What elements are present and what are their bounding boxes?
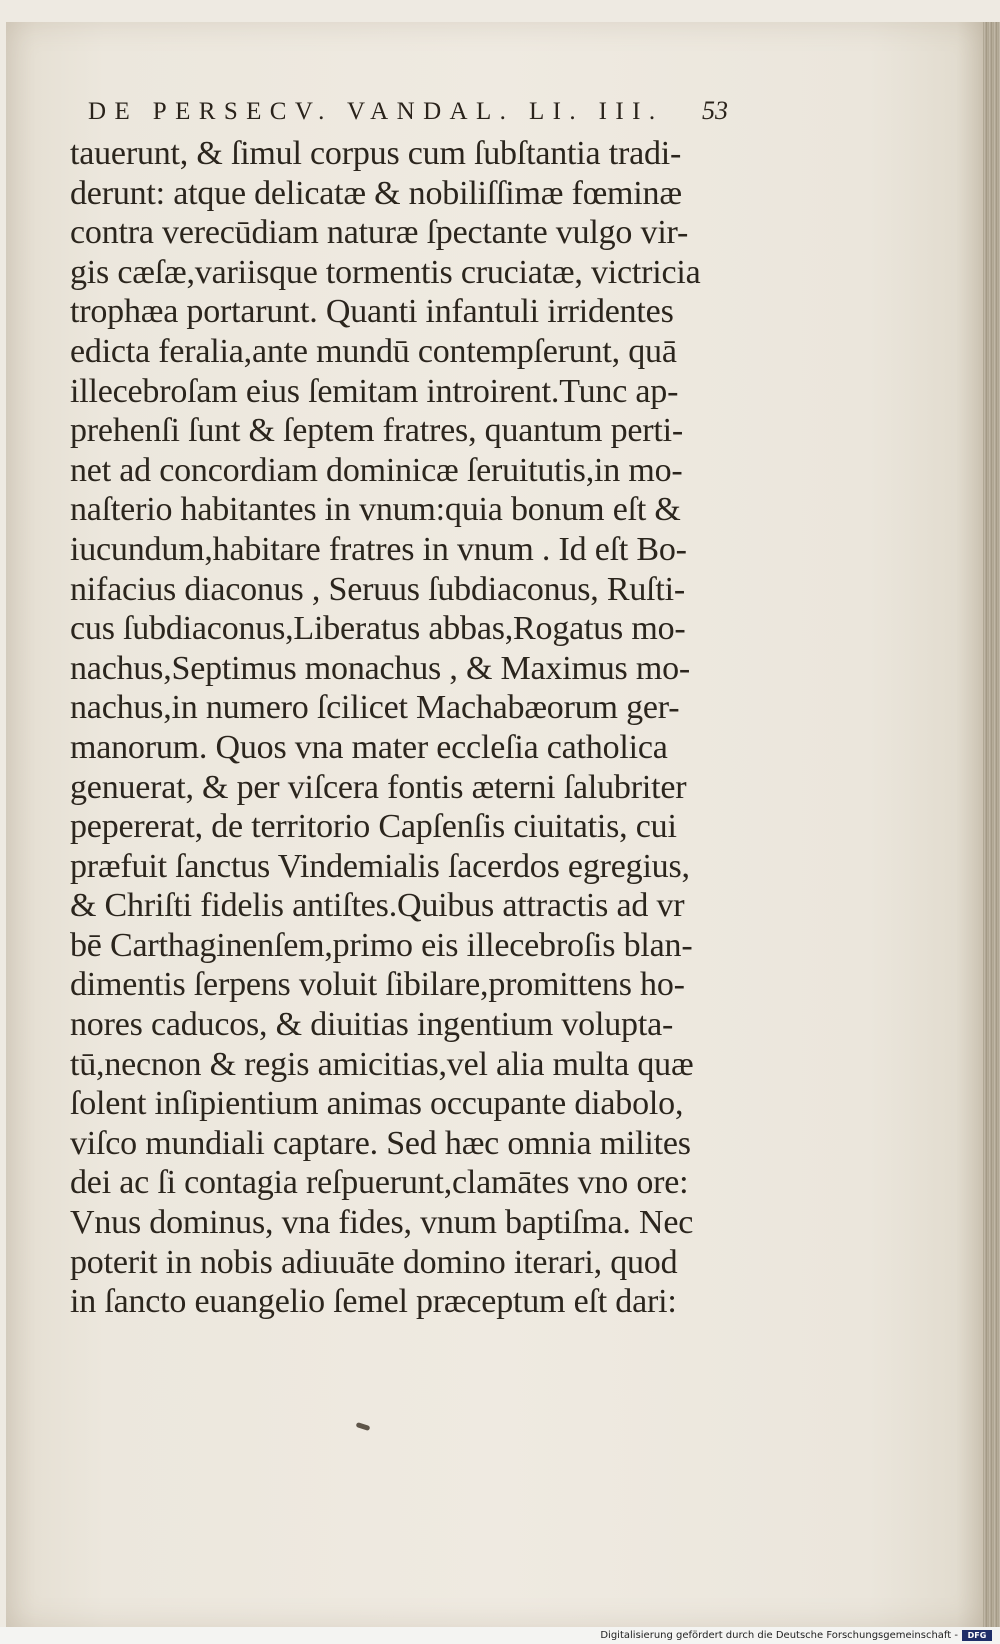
text-line: tū,necnon & regis amicitias,vel alia multa quæ (70, 1045, 694, 1083)
text-line: bē Carthaginenſem,primo eis illecebroſis blan- (70, 926, 693, 964)
text-line: ſolent inſipientium animas occupante diabolo, (70, 1085, 684, 1123)
text-line: contra verecūdiam naturæ ſpectante vulgo vir- (70, 214, 689, 252)
text-line: derunt: atque delicatæ & nobiliſſimæ fœminæ (70, 174, 682, 212)
text-line: edicta feralia,ante mundū contempſerunt, quā (70, 332, 677, 370)
page-header (88, 96, 728, 130)
text-line: iucundum,habitare fratres in vnum . Id eſt Bo- (70, 530, 687, 568)
digitization-credit: Digitalisierung gefördert durch die Deutsche Forschungsgemeinschaft - (600, 1630, 958, 1641)
text-line: in ſancto euangelio ſemel præceptum eſt dari: (70, 1283, 677, 1321)
text-line: nachus,in numero ſcilicet Machabæorum ger- (70, 689, 680, 727)
text-line: poterit in nobis adiuuāte domino iterari, quod (70, 1243, 678, 1281)
text-line: net ad concordiam dominicæ ſeruitutis,in mo- (70, 451, 683, 489)
text-line: nachus,Septimus monachus , & Maximus mo- (70, 649, 691, 687)
page-number: 53 (702, 96, 728, 125)
text-line: viſco mundiali captare. Sed hæc omnia milites (70, 1124, 691, 1162)
text-line: dei ac ſi contagia reſpuerunt,clamātes vno ore: (70, 1164, 689, 1202)
text-line: nores caducos, & diuitias ingentium volupta- (70, 1006, 674, 1044)
text-line: tauerunt, & ſimul corpus cum ſubſtantia tradi- (70, 135, 682, 172)
text-line: cus ſubdiaconus,Liberatus abbas,Rogatus mo- (70, 610, 686, 648)
text-line: nifacius diaconus , Seruus ſubdiaconus, Ruſti- (70, 570, 685, 608)
running-title: DE PERSECV. VANDAL. LI. III. (88, 98, 664, 125)
text-line: præfuit ſanctus Vindemialis ſacerdos egregius, (70, 847, 690, 885)
text-line: pepererat, de territorio Capſenſis ciuitatis, cui (70, 808, 677, 846)
text-line: & Chriſti fidelis antiſtes.Quibus attractis ad vr (70, 887, 685, 925)
text-line: manorum. Quos vna mater eccleſia catholica (70, 728, 668, 766)
body-text (70, 134, 750, 1322)
text-line: gis cæſæ,variisque tormentis cruciatæ, victricia (70, 253, 701, 291)
text-line: prehenſi ſunt & ſeptem fratres, quantum perti- (70, 412, 683, 450)
text-line: Vnus dominus, vna fides, vnum baptiſma. Nec (70, 1204, 694, 1242)
text-line: genuerat, & per viſcera fontis æterni ſalubriter (70, 768, 687, 806)
text-line: dimentis ſerpens voluit ſibilare,promittens ho- (70, 966, 685, 1004)
text-line: naſterio habitantes in vnum:quia bonum eſt & (70, 491, 681, 529)
text-line: illecebroſam eius ſemitam introirent.Tunc ap- (70, 372, 679, 410)
text-line: trophæa portarunt. Quanti infantuli irridentes (70, 293, 674, 331)
dfg-logo: DFG (962, 1630, 992, 1641)
page-edges (983, 22, 1000, 1627)
